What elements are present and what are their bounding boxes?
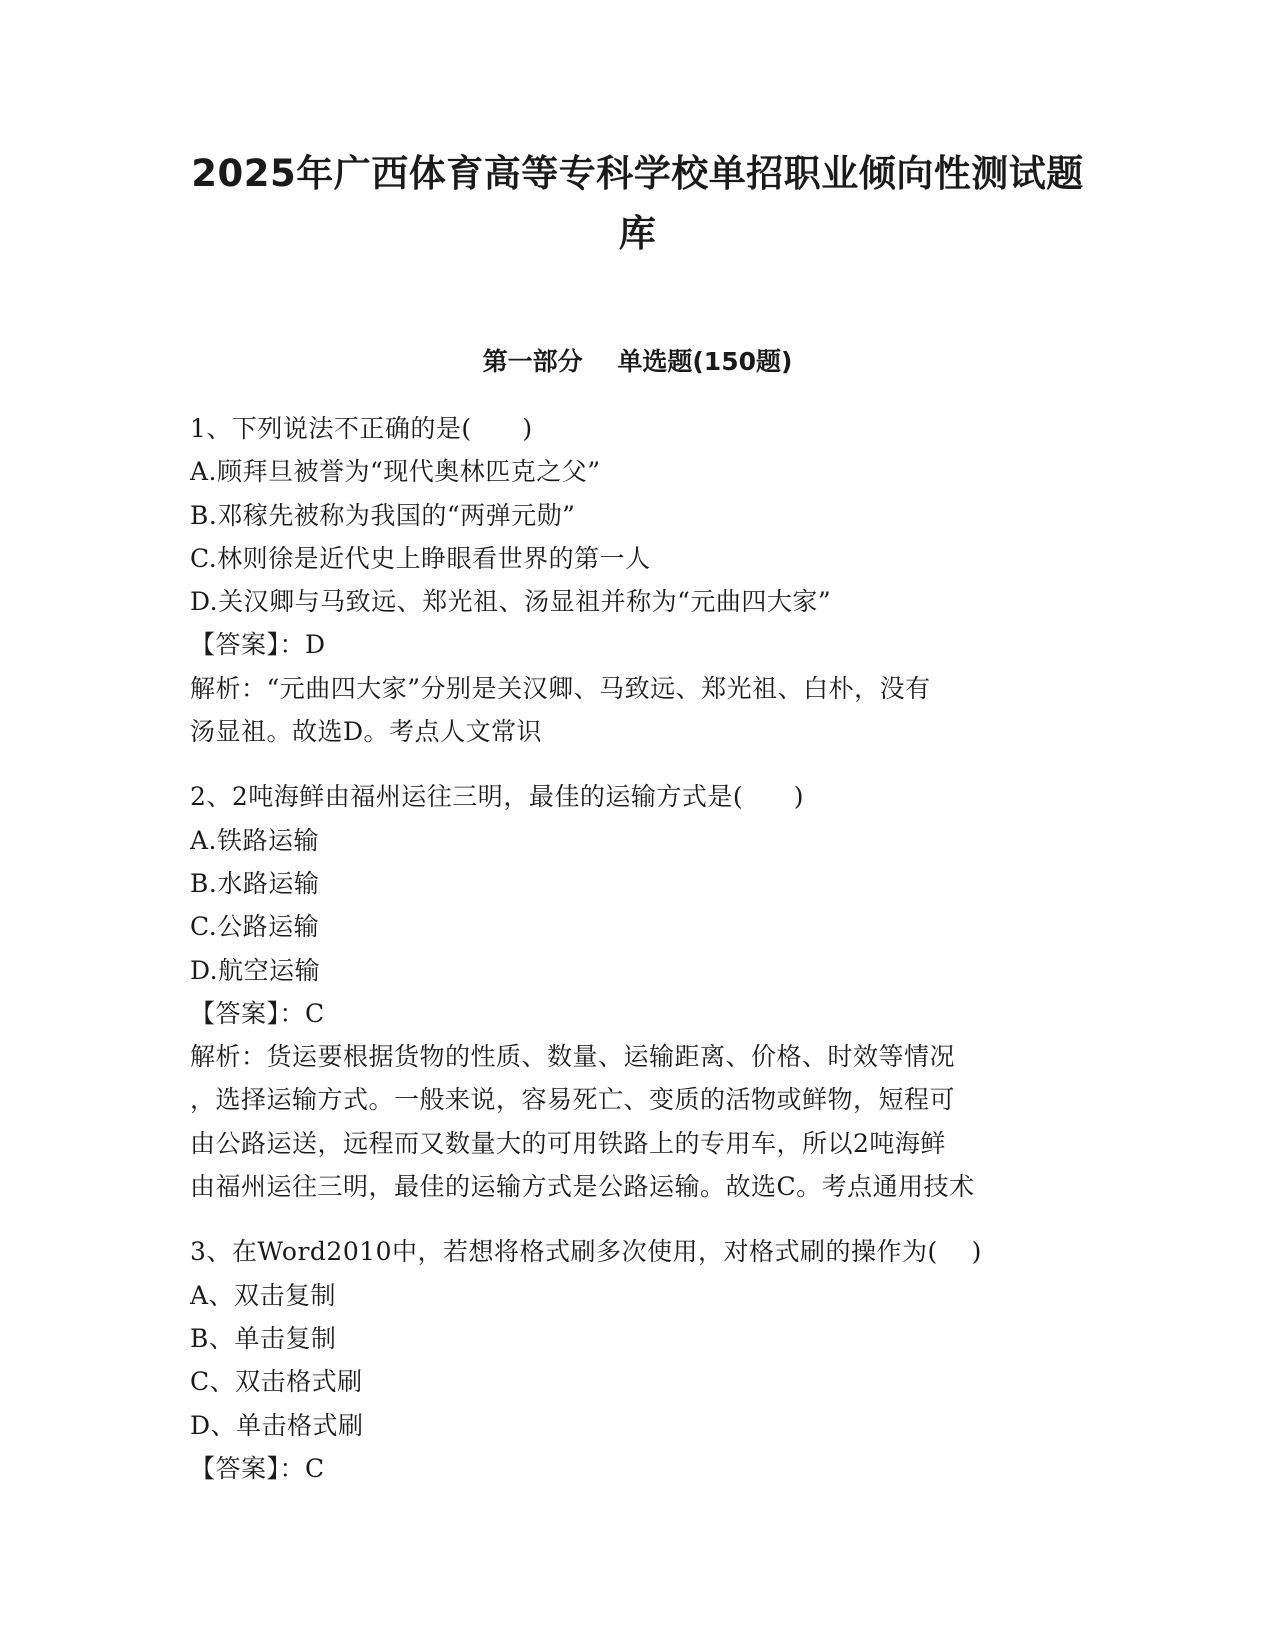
analysis-line: 解析：“元曲四大家”分别是关汉卿、马致远、郑光祖、白朴，没有 xyxy=(190,673,931,703)
analysis-line: 汤显祖。故选D。考点人文常识 xyxy=(190,717,543,747)
question-stem: 3、在Word2010中，若想将格式刷多次使用，对格式刷的操作为( ) xyxy=(190,1237,982,1267)
option-b: B、单击复制 xyxy=(190,1323,337,1353)
option-a: A.顾拜旦被誉为“现代奥林匹克之父” xyxy=(190,457,601,487)
option-d: D、单击格式刷 xyxy=(190,1410,364,1440)
document-title-line-2: 库 xyxy=(618,212,657,255)
analysis-line: 由公路运送，远程而又数量大的可用铁路上的专用车，所以2吨海鲜 xyxy=(190,1128,946,1158)
question-item xyxy=(190,775,1085,1208)
analysis-line: 由福州运往三明，最佳的运输方式是公路运输。故选C。考点通用技术 xyxy=(190,1172,975,1202)
option-c: C、双击格式刷 xyxy=(190,1367,363,1397)
option-a: A.铁路运输 xyxy=(190,825,320,855)
document-title-line-1: 2025年广西体育高等专科学校单招职业倾向性测试题 xyxy=(191,152,1084,195)
option-a: A、双击复制 xyxy=(190,1280,337,1310)
question-item xyxy=(190,1230,1085,1490)
section-title: 第一部分 单选题(150题) xyxy=(482,347,793,376)
option-b: B.水路运输 xyxy=(190,868,320,898)
question-stem: 2、2吨海鲜由福州运往三明，最佳的运输方式是( ) xyxy=(190,782,805,812)
option-c: C.林则徐是近代史上睁眼看世界的第一人 xyxy=(190,543,651,573)
option-d: D.航空运输 xyxy=(190,955,321,985)
document-title xyxy=(160,144,1115,264)
analysis-line: 解析：货运要根据货物的性质、数量、运输距离、价格、时效等情况 xyxy=(190,1042,956,1072)
option-c: C.公路运输 xyxy=(190,912,320,942)
answer-line: 【答案】：C xyxy=(190,998,325,1028)
answer-line: 【答案】：C xyxy=(190,1453,325,1483)
analysis-line: ，选择运输方式。一般来说，容易死亡、变质的活物或鲜物，短程可 xyxy=(190,1085,956,1115)
answer-line: 【答案】：D xyxy=(190,630,326,660)
question-list xyxy=(190,407,1085,1512)
option-d: D.关汉卿与马致远、郑光祖、汤显祖并称为“元曲四大家” xyxy=(190,587,832,617)
question-item xyxy=(190,407,1085,753)
option-b: B.邓稼先被称为我国的“两弹元勋” xyxy=(190,500,576,530)
question-stem: 1、下列说法不正确的是( ) xyxy=(190,414,533,443)
